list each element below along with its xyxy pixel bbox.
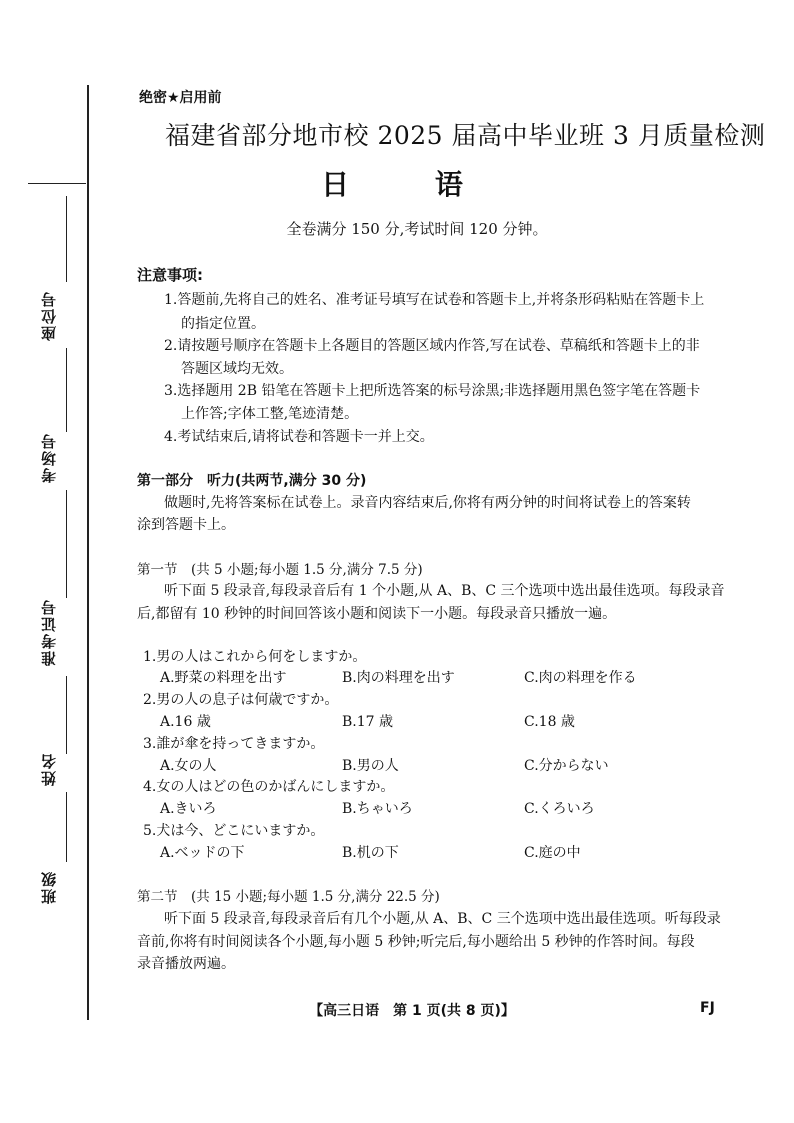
notice-line: 答题区域均无效。 bbox=[181, 361, 293, 377]
section1-intro-line: 听下面 5 段录音,每段录音后有 1 个小题,从 A、B、C 三个选项中选出最佳选项。每段录音 bbox=[164, 583, 725, 599]
notice-line: 4.考试结束后,请将试卷和答题卡一并上交。 bbox=[164, 429, 434, 445]
confidential-label: 绝密★启用前 bbox=[139, 90, 222, 106]
question-3: 3.誰が傘を持ってきますか。 bbox=[143, 736, 325, 752]
page-footer: 【高三日语 第 1 页(共 8 页)】 bbox=[309, 1003, 515, 1019]
part1-intro-line: 做题时,先将答案标在试卷上。录音内容结束后,你将有两分钟的时间将试卷上的答案转 bbox=[164, 495, 691, 511]
part1-heading: 第一部分 听力(共两节,满分 30 分) bbox=[137, 473, 367, 489]
admission-number-blank bbox=[66, 490, 67, 598]
option-b: B.肉の料理を出す bbox=[342, 670, 455, 686]
name-blank bbox=[66, 676, 67, 754]
region-code: FJ bbox=[700, 1000, 715, 1016]
admission-number-label: 准考证号 bbox=[40, 598, 58, 666]
exam-room-blank bbox=[66, 348, 67, 432]
seat-number-blank bbox=[66, 196, 67, 282]
section2-intro-line: 音前,你将有时间阅读各个小题,每小题 5 秒钟;听完后,每小题给出 5 秒钟的作答时间。每段 bbox=[137, 934, 695, 950]
exam-title: 福建省部分地市校 2025 届高中毕业班 3 月质量检测 bbox=[165, 121, 766, 150]
question-1: 1.男の人はこれから何をしますか。 bbox=[143, 649, 367, 665]
name-label: 姓名 bbox=[40, 752, 58, 786]
class-label: 班级 bbox=[40, 870, 58, 904]
notice-line: 上作答;字体工整,笔迹清楚。 bbox=[181, 406, 359, 422]
option-c: C.18 歳 bbox=[524, 714, 575, 730]
section2-intro-line: 录音播放两遍。 bbox=[137, 956, 235, 972]
option-a: A.16 歳 bbox=[160, 714, 211, 730]
section1-intro-line: 后,都留有 10 秒钟的时间回答该小题和阅读下一小题。每段录音只播放一遍。 bbox=[137, 606, 617, 622]
option-b: B.机の下 bbox=[342, 845, 399, 861]
option-a: A.きいろ bbox=[160, 801, 217, 817]
option-c: C.くろいろ bbox=[524, 801, 595, 817]
option-a: A.野菜の料理を出す bbox=[160, 670, 287, 686]
notice-line: 3.选择题用 2B 铅笔在答题卡上把所选答案的标号涂黑;非选择题用黑色签字笔在答题卡 bbox=[164, 383, 701, 399]
section2-heading: 第二节 (共 15 小题;每小题 1.5 分,满分 22.5 分) bbox=[137, 889, 440, 905]
question-5: 5.犬は今、どこにいますか。 bbox=[143, 823, 325, 839]
notice-line: 的指定位置。 bbox=[181, 316, 265, 332]
question-2: 2.男の人の息子は何歳ですか。 bbox=[143, 692, 339, 708]
exam-room-label: 考场号 bbox=[40, 432, 58, 483]
subject-title: 日 语 bbox=[321, 168, 501, 201]
part1-intro-line: 涂到答题卡上。 bbox=[137, 517, 235, 533]
section1-heading: 第一节 (共 5 小题;每小题 1.5 分,满分 7.5 分) bbox=[137, 562, 423, 578]
option-a: A.ベッドの下 bbox=[160, 845, 245, 861]
option-c: C.肉の料理を作る bbox=[524, 670, 637, 686]
seat-number-label: 座位号 bbox=[40, 290, 58, 341]
section2-intro-line: 听下面 5 段录音,每段录音后有几个小题,从 A、B、C 三个选项中选出最佳选项。听每段录 bbox=[164, 911, 721, 927]
notice-line: 1.答题前,先将自己的姓名、准考证号填写在试卷和答题卡上,并将条形码粘贴在答题卡上 bbox=[164, 292, 705, 308]
option-b: B.17 歳 bbox=[342, 714, 394, 730]
option-a: A.女の人 bbox=[160, 758, 217, 774]
class-blank bbox=[66, 792, 67, 862]
option-c: C.分からない bbox=[524, 758, 609, 774]
option-b: B.男の人 bbox=[342, 758, 399, 774]
score-note: 全卷满分 150 分,考试时间 120 分钟。 bbox=[286, 220, 548, 238]
notice-heading: 注意事项: bbox=[137, 266, 203, 284]
question-4: 4.女の人はどの色のかばんにしますか。 bbox=[143, 779, 395, 795]
notice-line: 2.请按题号顺序在答题卡上各题目的答题区域内作答,写在试卷、草稿纸和答题卡上的非 bbox=[164, 338, 700, 354]
option-c: C.庭の中 bbox=[524, 845, 581, 861]
option-b: B.ちゃいろ bbox=[342, 801, 413, 817]
